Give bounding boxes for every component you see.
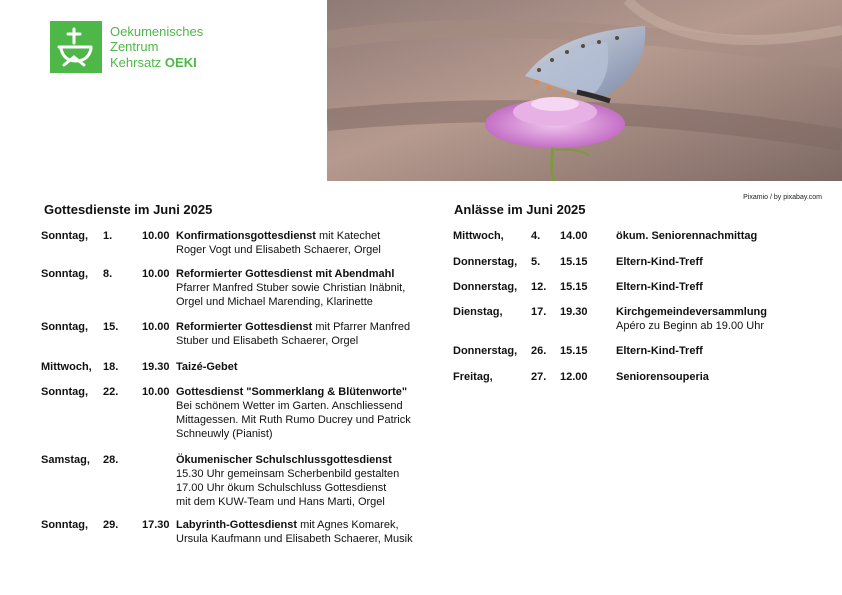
date-cell: 26. xyxy=(531,345,547,357)
logo-line3: Kehrsatz OEKI xyxy=(110,54,197,70)
description-cell xyxy=(176,453,399,509)
description-line: Apéro zu Beginn ab 19.00 Uhr xyxy=(616,320,764,332)
event-title: Konfirmationsgottesdienst xyxy=(176,230,316,242)
description-cell xyxy=(616,280,703,294)
description-cell xyxy=(176,518,413,546)
event-details: mit Pfarrer Manfred xyxy=(312,321,411,333)
description-cell xyxy=(616,229,757,243)
date-cell: 1. xyxy=(103,230,113,242)
day-cell: Donnerstag, xyxy=(453,345,518,357)
day-cell: Dienstag, xyxy=(453,306,503,318)
description-first-line xyxy=(616,229,757,243)
event-title: Eltern-Kind-Treff xyxy=(616,281,703,293)
description-first-line xyxy=(176,453,399,467)
cross-cup-icon xyxy=(50,21,102,73)
day-cell: Samstag, xyxy=(41,454,90,466)
description-line: Orgel und Michael Marending, Klarinette xyxy=(176,296,373,308)
time-cell: 15.15 xyxy=(560,345,588,357)
description-first-line xyxy=(616,255,703,269)
event-title: Reformierter Gottesdienst mit Abendmahl xyxy=(176,268,395,280)
date-cell: 12. xyxy=(531,281,547,293)
event-title: Eltern-Kind-Treff xyxy=(616,345,703,357)
description-first-line xyxy=(176,229,381,243)
day-cell: Mittwoch, xyxy=(41,361,92,373)
services-heading: Gottesdienste im Juni 2025 xyxy=(44,202,213,217)
event-title: Kirchgemeindeversammlung xyxy=(616,306,767,318)
date-cell: 8. xyxy=(103,268,113,280)
description-line: mit dem KUW-Team und Hans Marti, Orgel xyxy=(176,496,385,508)
description-first-line xyxy=(176,267,405,281)
date-cell: 17. xyxy=(531,306,547,318)
description-line: Roger Vogt und Elisabeth Schaerer, Orgel xyxy=(176,244,381,256)
description-line: Pfarrer Manfred Stuber sowie Christian Inäbnit, xyxy=(176,282,406,294)
description-cell xyxy=(176,385,411,441)
description-line: Mittagessen. Mit Ruth Rumo Ducrey und Patrick xyxy=(176,414,411,426)
description-cell xyxy=(176,229,381,257)
day-cell: Sonntag, xyxy=(41,268,89,280)
description-first-line xyxy=(176,385,411,399)
description-first-line xyxy=(616,370,709,384)
oeki-logo xyxy=(50,21,203,73)
description-first-line xyxy=(176,360,238,374)
time-cell: 10.00 xyxy=(142,321,170,333)
description-line: Schneuwly (Pianist) xyxy=(176,428,273,440)
description-cell xyxy=(616,344,703,358)
time-cell: 19.30 xyxy=(560,306,588,318)
description-first-line xyxy=(176,320,410,334)
description-first-line xyxy=(616,344,703,358)
description-line: 17.00 Uhr ökum Schulschluss Gottesdienst xyxy=(176,482,387,494)
description-cell xyxy=(176,360,238,374)
day-cell: Sonntag, xyxy=(41,230,89,242)
date-cell: 28. xyxy=(103,454,119,466)
time-cell: 19.30 xyxy=(142,361,170,373)
event-title: Ökumenischer Schulschlussgottesdienst xyxy=(176,454,392,466)
day-cell: Sonntag, xyxy=(41,386,89,398)
description-first-line xyxy=(616,305,767,319)
logo-line2: Zentrum xyxy=(110,39,159,55)
description-first-line xyxy=(176,518,413,532)
event-title: Gottesdienst "Sommerklang & Blütenworte" xyxy=(176,386,408,398)
event-title: Eltern-Kind-Treff xyxy=(616,256,703,268)
event-details: mit Agnes Komarek, xyxy=(297,519,399,531)
description-line: Bei schönem Wetter im Garten. Anschliessend xyxy=(176,400,403,412)
day-cell: Sonntag, xyxy=(41,321,89,333)
date-cell: 22. xyxy=(103,386,119,398)
description-cell xyxy=(616,305,767,333)
day-cell: Mittwoch, xyxy=(453,230,504,242)
event-title: ökum. Seniorennachmittag xyxy=(616,230,758,242)
description-cell xyxy=(176,320,410,348)
description-first-line xyxy=(616,280,703,294)
time-cell: 10.00 xyxy=(142,386,170,398)
time-cell: 12.00 xyxy=(560,371,588,383)
day-cell: Donnerstag, xyxy=(453,281,518,293)
description-cell xyxy=(176,267,405,309)
day-cell: Donnerstag, xyxy=(453,256,518,268)
event-title: Reformierter Gottesdienst xyxy=(176,321,313,333)
date-cell: 29. xyxy=(103,519,119,531)
date-cell: 18. xyxy=(103,361,119,373)
logo-wordmark xyxy=(110,24,203,71)
events-heading: Anlässe im Juni 2025 xyxy=(454,202,586,217)
time-cell: 14.00 xyxy=(560,230,588,242)
description-line: 15.30 Uhr gemeinsam Scherbenbild gestalten xyxy=(176,468,400,480)
day-cell: Sonntag, xyxy=(41,519,89,531)
time-cell: 15.15 xyxy=(560,281,588,293)
time-cell: 10.00 xyxy=(142,230,170,242)
description-cell xyxy=(616,255,703,269)
butterfly-on-scabious-photo xyxy=(327,0,842,181)
event-title: Labyrinth-Gottesdienst xyxy=(176,519,298,531)
photo-credit: Pixamio / by pixabay.com xyxy=(743,194,822,201)
day-cell: Freitag, xyxy=(453,371,493,383)
event-title: Seniorensouperia xyxy=(616,371,709,383)
date-cell: 5. xyxy=(531,256,541,268)
description-cell xyxy=(616,370,709,384)
date-cell: 15. xyxy=(103,321,119,333)
event-title: Taizé-Gebet xyxy=(176,361,238,373)
time-cell: 15.15 xyxy=(560,256,588,268)
time-cell: 10.00 xyxy=(142,268,170,280)
logo-line1: Oekumenisches xyxy=(110,23,204,39)
description-line: Stuber und Elisabeth Schaerer, Orgel xyxy=(176,335,359,347)
date-cell: 27. xyxy=(531,371,547,383)
date-cell: 4. xyxy=(531,230,541,242)
description-line: Ursula Kaufmann und Elisabeth Schaerer, Musik xyxy=(176,533,413,545)
event-details: mit Katechet xyxy=(315,230,381,242)
time-cell: 17.30 xyxy=(142,519,170,531)
